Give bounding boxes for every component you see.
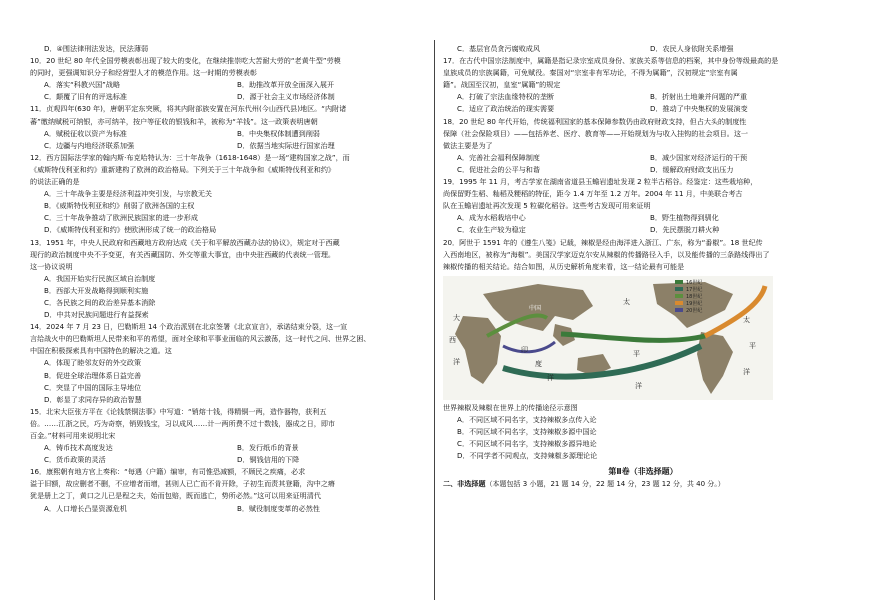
section-note: （本题包括 3 小题，21 题 14 分，22 题 14 分，23 题 12 分，共 40 分。） [485,480,725,489]
answer-option: A．我国开始实行民族区域自治制度 [44,273,156,283]
question-text: 的同时，更强调知识分子和经营型人才的模范作用。这一时期的劳模表彰 [30,68,257,78]
map-caption: 世界辣椒及辣椒在世界上的传播途径示意图 [443,402,578,412]
question-text: 《威斯特伐利亚和约》重新建构了欧洲的政治格局。下列关于三十年战争和《威斯特伐利亚和约》 [30,164,336,174]
question-text: 蕃”缴纳赋税可纳银，亦可纳羊，按户等征收的银钱和羊，被称为“羊钱”。这一政策表明唐朝 [30,116,318,126]
answer-option: A．成为水稻栽培中心 [457,213,526,223]
ocean-label: 印 [521,345,528,354]
question-text: 做法主要是为了 [443,140,493,150]
option-row [443,103,843,115]
ocean-label: 大 [453,313,460,322]
question-text: 倍。……江浙之民，巧为奇察，销毁钱宝，习以成风……计一两所费不过十数钱，器成之日，即市 [30,418,336,428]
question-stem: 17．在古代中国宗法制度中，属籍是指记录宗室成员身份、家族关系等信息的档案，其中身份等级最高的是 [443,56,779,66]
section-heading [443,478,843,490]
question-text: 犹是册上之丁，黄口之儿已是程之夫，始而包赔，既而逃亡，势所必然。”这可以用来证明清代 [30,491,321,501]
option-row [30,79,430,91]
ocean-label: 太 [743,315,750,324]
right-column [443,43,843,490]
column-divider [434,40,435,600]
question-stem: 15．北宋大臣张方平在《论钱禁铜法事》中写道：“销熔十钱，得精铜一两，造作器物，获利五 [30,406,327,416]
option-row [443,212,843,224]
question-text: 尚保留野生稻、籼稻及粳稻的特征，距今 1.4 万年至 1.2 万年。2004 年 11 月，中美联合考古 [443,189,743,199]
option-row [443,164,843,176]
legend-label: 20世纪 [686,307,703,314]
question-text: 保障（社会保险项目）——包括养老、医疗、教育等——开始规划为与收入挂钩的社会项目。这一 [443,128,749,138]
option-row [443,224,843,236]
answer-option: A．不同区域不同名字，支持辣椒多点传入论 [457,414,597,424]
answer-option: D．先民摆脱刀耕火种 [650,225,720,235]
ocean-label: 洋 [743,367,750,376]
option-row [30,140,430,152]
chili-spread-map [443,276,773,400]
option-row [443,43,843,55]
option-row [30,454,430,466]
question-stem: 20．阿世于 1591 年的《遵生八笺》记载，辣椒是经由海洋进入浙江、广东，称为“番椒”。18 世纪传 [443,237,763,247]
legend-swatch [675,287,683,291]
question-text: 籍”。战国至汉初，皇室“属籍”的规定 [443,80,561,90]
ocean-label: 洋 [547,373,554,382]
answer-option: B．不同区域不同名字，支持辣椒多源中国论 [457,426,597,436]
ocean-label: 平 [633,349,640,358]
answer-option: A．人口增长凸显资源危机 [44,503,127,513]
ocean-label: 洋 [635,381,642,390]
option-row [30,128,430,140]
ocean-label: 西 [449,335,456,344]
questions-17-20 [443,43,843,273]
section-title: 二、非选择题 [443,479,486,489]
question-stem: 18．20 世纪 80 年代开始，传统福利国家的基本保障参数仍由政府财政支持，但占大头的制度性 [443,116,747,126]
question-text: 队在玉蟾岩遗址再次发现 5 粒碳化稻谷。这些考古发现可用来证明 [443,201,651,211]
question-stem: 16．康熙朝有地方官上奏称：“每遇（户籍）编审，有司惟恐减额，不顾民之疾痛，必求 [30,467,306,477]
answer-option: C．农业生产较为稳定 [457,225,526,235]
left-column [30,43,430,515]
option-row [443,152,843,164]
answer-option: D．依据当地实际进行国家治理 [237,140,335,150]
answer-option: D．铜钱信用的下降 [237,455,300,465]
answer-option: A．体现了睦邻友好的外交政策 [44,358,142,368]
question-text: 现行的政治制度中央不予变更，有关西藏国防、外交等重大事宜，由中央驻西藏的代表统一管理。 [30,249,336,259]
answer-option: B．《威斯特伐利亚和约》削弱了欧洲各国的主权 [44,201,195,211]
answer-option: A．赋税征收以资产为标准 [44,128,127,138]
answer-option: A．三十年战争主要是经济利益冲突引发，与宗教无关 [44,189,213,199]
world-map-figure [443,276,773,400]
question-text: 入西南地区，被称为“海椒”。美国汉学家迈克尔安从辣椒的传播路径入手，以及能传播的三条路线得出了 [443,249,770,259]
legend-label: 19世纪 [686,300,703,307]
legend-swatch [675,280,683,284]
answer-option: C．适应了政治统治的现实需要 [457,104,555,114]
legend-label: 17世纪 [686,286,703,293]
ocean-label: 太 [623,297,630,306]
question-text: 的说法正确的是 [30,177,80,187]
answer-option: D．源于社会主义市场经济体制 [237,92,335,102]
answer-option: B．赋役制度变革的必然性 [237,503,320,513]
answer-option: A．落实“科教兴国”战略 [44,80,121,90]
question-text: 中国在积极探索具有中国特色的解决之道。这 [30,346,172,356]
answer-option: B．折射出土地兼并问题的严重 [650,92,748,102]
answer-option: D．农民人身依附关系增强 [650,44,734,53]
ocean-label: 平 [749,341,756,350]
answer-option: B．减少国家对经济运行的干预 [650,152,748,162]
answer-option: D．《威斯特伐利亚和约》使欧洲形成了统一的政治格局 [44,225,217,235]
answer-option: C．各民族之间的政治差异基本消除 [44,297,156,307]
question-stem: 10．20 世纪 80 年代全国劳模表彰出现了较大的变化，在继续推崇吃大苦耐大劳的“老黄牛型”劳模 [30,56,341,66]
answer-option: B．西部大开发战略得到顺利实施 [44,285,149,295]
answer-option: A．打破了宗法血缘特权的垄断 [457,92,555,102]
legend-swatch [675,294,683,298]
china-label: 中国 [529,304,542,312]
question-text: 辣椒传播的相关结论。结合如图，从历史解析角度来看，这一结论最有可能是 [443,261,685,271]
answer-option: C．不同区域不同名字，支持辣椒多源异地论 [457,439,597,449]
answer-option: B．野生植物得到驯化 [650,213,719,223]
answer-option: D．不同学者不同观点，支持辣椒多源理论论 [457,451,598,461]
answer-option: A．完善社会福利保障制度 [457,152,540,162]
answer-option: D．缓解政府财政支出压力 [650,164,734,174]
question-text: 言给战火中的巴勒斯坦人民带来和平的希望，面对全球和平事业面临的风云激荡，这一时代之问、世界之困、 [30,334,371,344]
question-stem: 12．西方国际法学家的翰内斯·布克哈特认为：三十年战争（1618-1648）是一场“建构国家之战”，而 [30,152,350,162]
question-text: 这一协议说明 [30,261,73,271]
answer-option: C．边疆与内地经济联系加强 [44,140,135,150]
answer-option: C．货币政策的灵活 [44,455,106,465]
ocean-label: 洋 [453,357,460,366]
answer-option: D．④围法律刑法发达，民法薄弱 [44,44,149,53]
answer-option: C．突显了中国的国际主导地位 [44,382,142,392]
question-text: 皇族成员的宗族属籍，可免赋役。秦国对“宗室非有军功论，不得为属籍”，汉初规定“宗室有属 [443,68,738,78]
legend-swatch [675,308,683,312]
question-20-options [443,414,843,462]
part-two-title: 第Ⅱ卷（非选择题） [608,467,678,477]
answer-option: C．颠覆了旧有的评选标准 [44,92,127,102]
question-stem: 13．1951 年，中央人民政府和西藏地方政府达成《关于和平解放西藏办法的协议》，规定对于西藏 [30,237,340,247]
ocean-label: 度 [535,359,542,368]
answer-option: B．发行纸币的背景 [237,443,299,453]
question-text: 溢于旧额，故应删者不删，不应增者而增，甚则人已亡而不肯开除，子初生而责其登籍，沟中之瘠 [30,479,336,489]
answer-option: B．促进全球治理体系日益完善 [44,370,142,380]
answer-option: B．中央集权体制遭到削弱 [237,128,320,138]
option-row [30,91,430,103]
answer-option: A．铸币技术高度发达 [44,443,113,453]
legend-swatch [675,301,683,305]
legend-label: 18世纪 [686,293,703,300]
answer-option: D．彰显了求同存异的政治智慧 [44,394,142,404]
question-stem: 19．1995 年 11 月，考古学家在湖南省道县玉蟾岩遗址发现 2 粒半古稻谷。经鉴定：这些栽培种， [443,177,758,187]
answer-option: C．基层官员贪污腐败成风 [457,44,540,53]
option-row [30,503,430,515]
option-row [443,91,843,103]
option-row [30,442,430,454]
legend-label: 16世纪 [686,279,703,286]
question-text: 百金。”材料可用来说明北宋 [30,431,116,440]
answer-option: D．推动了中央集权的发展演变 [650,104,748,114]
answer-option: C．促进社会的公平与和谐 [457,164,540,174]
question-stem: 11．贞观四年(630 年)，唐朝平定东突厥，将其内附部族安置在河东代州(今山西代县)地区。“内附诸 [30,104,347,114]
answer-option: D．中共对民族问题进行有益探索 [44,310,149,320]
answer-option: C．三十年战争推动了欧洲民族国家的进一步形成 [44,213,198,223]
question-stem: 14．2024 年 7 月 23 日，巴勒斯坦 14 个政治派别在北京签署《北京宣言》，承诺结束分裂，这一宣 [30,322,348,332]
answer-option: B．助推改革开放全面深入展开 [237,80,335,90]
